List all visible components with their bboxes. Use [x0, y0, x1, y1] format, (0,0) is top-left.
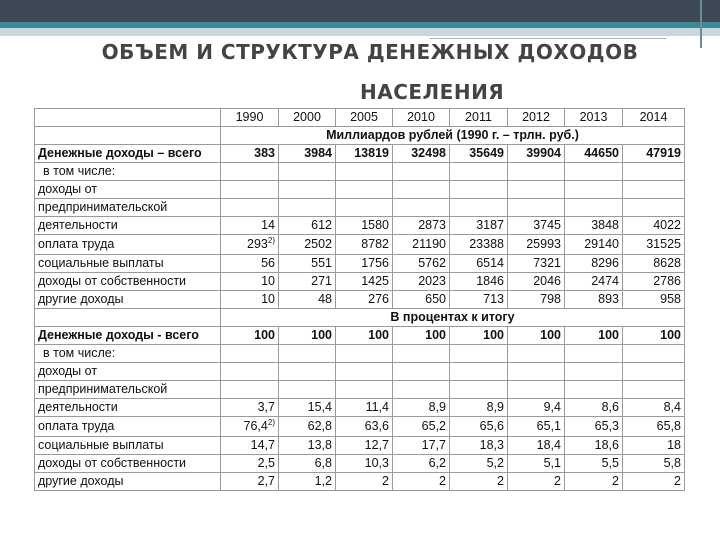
value-cell: 65,2 [393, 417, 450, 437]
empty-cell [279, 381, 336, 399]
empty-cell [623, 345, 685, 363]
value-cell: 2,7 [221, 473, 279, 491]
empty-cell [450, 181, 508, 199]
empty-cell [221, 363, 279, 381]
value-cell-wages-first [221, 235, 279, 255]
section-title: В процентах к итогу [221, 309, 685, 327]
value-cell: 2,5 [221, 455, 279, 473]
row-label-including: в том числе: [35, 163, 221, 181]
empty-cell [565, 181, 623, 199]
value-cell: 650 [393, 291, 450, 309]
value-cell: 612 [279, 217, 336, 235]
value-cell: 798 [508, 291, 565, 309]
value-cell: 18,3 [450, 437, 508, 455]
value-cell: 551 [279, 255, 336, 273]
value-cell: 13819 [336, 145, 393, 163]
empty-cell [221, 199, 279, 217]
row-label-business-3: деятельности [35, 217, 221, 235]
empty-cell [508, 181, 565, 199]
table-row [35, 199, 685, 217]
table-row [35, 235, 685, 255]
value-cell: 65,3 [565, 417, 623, 437]
wages-first-value: 293 [247, 237, 268, 251]
row-label-business-2: предпринимательской [35, 381, 221, 399]
value-cell: 56 [221, 255, 279, 273]
year-header: 2013 [565, 109, 623, 127]
row-label-business-1: доходы от [35, 181, 221, 199]
income-structure-table [34, 108, 685, 491]
value-cell: 3848 [565, 217, 623, 235]
value-cell: 21190 [393, 235, 450, 255]
table-row [35, 217, 685, 235]
empty-cell [221, 163, 279, 181]
table-row [35, 399, 685, 417]
value-cell: 65,8 [623, 417, 685, 437]
year-header: 2000 [279, 109, 336, 127]
value-cell: 100 [623, 327, 685, 345]
empty-cell [508, 163, 565, 181]
table-row [35, 345, 685, 363]
value-cell: 383 [221, 145, 279, 163]
value-cell: 100 [565, 327, 623, 345]
header-band-dark [0, 0, 720, 22]
row-label-business-3: деятельности [35, 399, 221, 417]
value-cell: 713 [450, 291, 508, 309]
year-header: 2010 [393, 109, 450, 127]
value-cell: 2 [393, 473, 450, 491]
empty-cell [393, 199, 450, 217]
empty-cell [508, 199, 565, 217]
value-cell: 10 [221, 291, 279, 309]
value-cell-wages-first [221, 417, 279, 437]
section-empty-cell [35, 309, 221, 327]
empty-cell [508, 345, 565, 363]
value-cell: 2786 [623, 273, 685, 291]
value-cell: 2 [336, 473, 393, 491]
value-cell: 100 [450, 327, 508, 345]
year-header: 2012 [508, 109, 565, 127]
value-cell: 8782 [336, 235, 393, 255]
footnote-mark: 2) [267, 235, 275, 245]
value-cell: 2046 [508, 273, 565, 291]
title-underline-decoration [430, 38, 666, 39]
row-label-wages: оплата труда [35, 417, 221, 437]
table-row [35, 381, 685, 399]
table-row [35, 473, 685, 491]
value-cell: 31525 [623, 235, 685, 255]
row-label-other: другие доходы [35, 291, 221, 309]
value-cell: 100 [393, 327, 450, 345]
value-cell: 63,6 [336, 417, 393, 437]
value-cell: 3,7 [221, 399, 279, 417]
value-cell: 18 [623, 437, 685, 455]
value-cell: 5,2 [450, 455, 508, 473]
value-cell: 6,8 [279, 455, 336, 473]
value-cell: 7321 [508, 255, 565, 273]
value-cell: 14,7 [221, 437, 279, 455]
value-cell: 2023 [393, 273, 450, 291]
empty-cell [565, 381, 623, 399]
table-row [35, 291, 685, 309]
value-cell: 3187 [450, 217, 508, 235]
year-header: 2014 [623, 109, 685, 127]
section-empty-cell [35, 127, 221, 145]
value-cell: 32498 [393, 145, 450, 163]
empty-cell [279, 199, 336, 217]
value-cell: 4022 [623, 217, 685, 235]
row-label-including: в том числе: [35, 345, 221, 363]
row-label-total: Денежные доходы - всего [35, 327, 221, 345]
table-row [35, 109, 685, 127]
empty-cell [393, 345, 450, 363]
empty-cell [450, 345, 508, 363]
empty-cell [508, 381, 565, 399]
value-cell: 1580 [336, 217, 393, 235]
empty-cell [450, 199, 508, 217]
empty-cell [623, 181, 685, 199]
row-label-property: доходы от собственности [35, 273, 221, 291]
empty-cell [393, 181, 450, 199]
value-cell: 62,8 [279, 417, 336, 437]
row-label-wages: оплата труда [35, 235, 221, 255]
value-cell: 1425 [336, 273, 393, 291]
empty-cell [450, 381, 508, 399]
empty-cell [393, 163, 450, 181]
row-label-property: доходы от собственности [35, 455, 221, 473]
empty-cell [450, 363, 508, 381]
empty-cell [336, 181, 393, 199]
value-cell: 48 [279, 291, 336, 309]
value-cell: 17,7 [393, 437, 450, 455]
value-cell: 8,6 [565, 399, 623, 417]
value-cell: 8,4 [623, 399, 685, 417]
empty-cell [623, 363, 685, 381]
value-cell: 11,4 [336, 399, 393, 417]
footnote-mark: 2) [267, 417, 275, 427]
empty-cell [279, 345, 336, 363]
empty-cell [336, 163, 393, 181]
value-cell: 8,9 [393, 399, 450, 417]
table-row [35, 163, 685, 181]
value-cell: 100 [279, 327, 336, 345]
empty-cell [623, 381, 685, 399]
value-cell: 2 [623, 473, 685, 491]
value-cell: 35649 [450, 145, 508, 163]
value-cell: 65,1 [508, 417, 565, 437]
empty-cell [565, 163, 623, 181]
wages-first-value: 76,4 [243, 419, 268, 433]
row-label-social: социальные выплаты [35, 437, 221, 455]
value-cell: 5,8 [623, 455, 685, 473]
value-cell: 6514 [450, 255, 508, 273]
value-cell: 15,4 [279, 399, 336, 417]
empty-cell [221, 381, 279, 399]
empty-cell [623, 163, 685, 181]
empty-cell [565, 199, 623, 217]
value-cell: 1,2 [279, 473, 336, 491]
value-cell: 12,7 [336, 437, 393, 455]
empty-cell [508, 363, 565, 381]
value-cell: 8,9 [450, 399, 508, 417]
table-row [35, 127, 685, 145]
section-title: Миллиардов рублей (1990 г. – трлн. руб.) [221, 127, 685, 145]
value-cell: 2 [508, 473, 565, 491]
value-cell: 3745 [508, 217, 565, 235]
row-label-social: социальные выплаты [35, 255, 221, 273]
value-cell: 65,6 [450, 417, 508, 437]
value-cell: 9,4 [508, 399, 565, 417]
value-cell: 893 [565, 291, 623, 309]
value-cell: 276 [336, 291, 393, 309]
year-header: 2005 [336, 109, 393, 127]
year-header: 2011 [450, 109, 508, 127]
row-label-total: Денежные доходы – всего [35, 145, 221, 163]
header-empty-cell [35, 109, 221, 127]
table-row [35, 309, 685, 327]
empty-cell [279, 163, 336, 181]
empty-cell [221, 345, 279, 363]
value-cell: 25993 [508, 235, 565, 255]
year-header: 1990 [221, 109, 279, 127]
table-row [35, 437, 685, 455]
value-cell: 8628 [623, 255, 685, 273]
value-cell: 2 [565, 473, 623, 491]
row-label-business-1: доходы от [35, 363, 221, 381]
value-cell: 2502 [279, 235, 336, 255]
value-cell: 39904 [508, 145, 565, 163]
empty-cell [393, 381, 450, 399]
value-cell: 5762 [393, 255, 450, 273]
value-cell: 1846 [450, 273, 508, 291]
empty-cell [336, 381, 393, 399]
value-cell: 44650 [565, 145, 623, 163]
value-cell: 47919 [623, 145, 685, 163]
header-band-light [0, 28, 720, 36]
empty-cell [221, 181, 279, 199]
value-cell: 958 [623, 291, 685, 309]
slide-title-line-1: ОБЪЕМ И СТРУКТУРА ДЕНЕЖНЫХ ДОХОДОВ [101, 40, 639, 64]
value-cell: 14 [221, 217, 279, 235]
empty-cell [450, 163, 508, 181]
table-row [35, 145, 685, 163]
empty-cell [336, 363, 393, 381]
value-cell: 5,5 [565, 455, 623, 473]
row-label-business-2: предпринимательской [35, 199, 221, 217]
value-cell: 2 [450, 473, 508, 491]
table-row [35, 273, 685, 291]
empty-cell [279, 363, 336, 381]
empty-cell [623, 199, 685, 217]
value-cell: 100 [508, 327, 565, 345]
value-cell: 3984 [279, 145, 336, 163]
table-row [35, 327, 685, 345]
value-cell: 2873 [393, 217, 450, 235]
table-row [35, 455, 685, 473]
empty-cell [336, 199, 393, 217]
empty-cell [565, 363, 623, 381]
value-cell: 271 [279, 273, 336, 291]
row-label-other: другие доходы [35, 473, 221, 491]
value-cell: 10 [221, 273, 279, 291]
table-row [35, 363, 685, 381]
value-cell: 18,6 [565, 437, 623, 455]
value-cell: 10,3 [336, 455, 393, 473]
table-row [35, 417, 685, 437]
slide-title-line-2: НАСЕЛЕНИЯ [360, 80, 505, 104]
empty-cell [279, 181, 336, 199]
value-cell: 6,2 [393, 455, 450, 473]
value-cell: 13,8 [279, 437, 336, 455]
value-cell: 8296 [565, 255, 623, 273]
empty-cell [565, 345, 623, 363]
empty-cell [393, 363, 450, 381]
value-cell: 100 [221, 327, 279, 345]
value-cell: 2474 [565, 273, 623, 291]
value-cell: 23388 [450, 235, 508, 255]
table-row [35, 255, 685, 273]
value-cell: 100 [336, 327, 393, 345]
value-cell: 29140 [565, 235, 623, 255]
value-cell: 5,1 [508, 455, 565, 473]
table-row [35, 181, 685, 199]
empty-cell [336, 345, 393, 363]
value-cell: 1756 [336, 255, 393, 273]
value-cell: 18,4 [508, 437, 565, 455]
